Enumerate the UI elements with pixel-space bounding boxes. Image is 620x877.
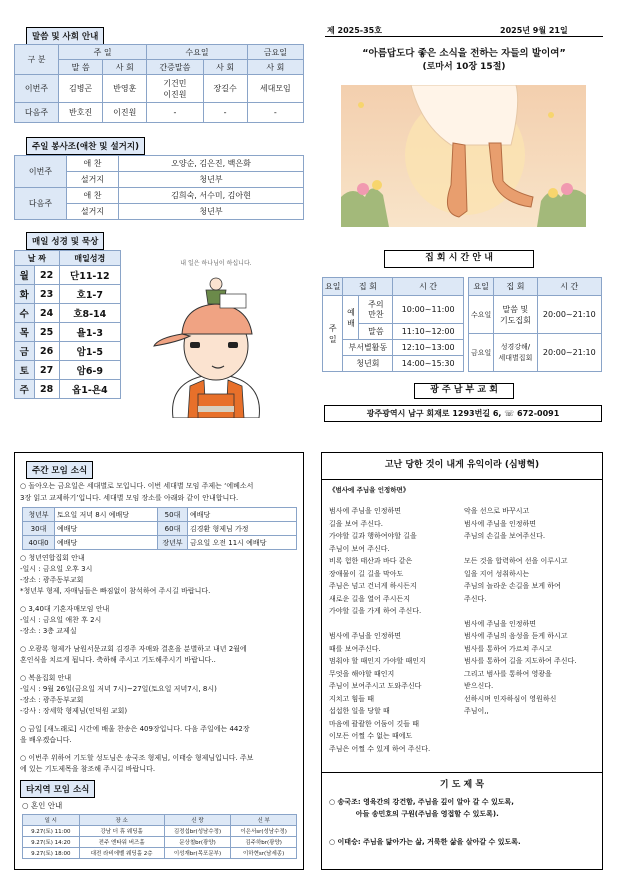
header-rule [325, 36, 603, 37]
poem-line: 가야할 길을 가게 하여 주신다. [329, 607, 422, 615]
poem-column-1 [329, 505, 430, 755]
th-meeting: 집 회 [494, 278, 537, 296]
cell: - [247, 103, 303, 123]
th-bride: 신 부 [231, 815, 297, 826]
cell: 설거지 [67, 204, 119, 220]
cell: 주의 만찬 [359, 296, 393, 324]
cell: 이진원 [103, 103, 147, 123]
poem-line: 가야할 길과 행하여야할 길을 [329, 532, 417, 540]
date: 26 [34, 342, 59, 361]
poem-line: 주님의 손길을 보여주신다. [464, 532, 546, 540]
poem-line: 악을 선으로 바꾸시고 [464, 507, 530, 515]
cell: 20:00~21:10 [537, 334, 601, 372]
reading: 옵1-욘4 [59, 380, 120, 399]
cell: 말씀 및 기도집회 [494, 296, 537, 334]
date: 27 [34, 361, 59, 380]
prayer-line: ○ 송국조: 영육간의 강건함, 주님을 깊이 알아 갈 수 있도록, [329, 798, 514, 806]
poem-line: 섭섭한 일을 당할 때 [329, 707, 390, 715]
poem-line: 지치고 힘들 때 [329, 694, 375, 703]
poem-subtitle: 《범사에 주님을 인정하면》 [329, 486, 410, 494]
poem-line: 장애물이 길 길을 막아도 [329, 569, 404, 578]
th-time: 시 간 [537, 278, 601, 296]
verse-reference: (로마서 10장 15절) [422, 62, 506, 72]
cell: 오양순, 김은진, 백은화 [119, 156, 304, 172]
prayer-2 [329, 836, 521, 848]
illustration-caption: 내 일은 하나님이 하십니다. [180, 260, 252, 267]
prayer-line: 아들 송민호의 구원(주님을 영접할 수 있도록). [329, 810, 499, 818]
row-label: 이번주 [15, 75, 59, 103]
cell: 20:00~21:10 [537, 296, 601, 334]
poem-line: 범사를 통하여 길을 지도하여 주신다. [464, 657, 577, 665]
item-line: -장소 : 3층 교제실 [20, 627, 77, 635]
date: 23 [34, 285, 59, 304]
item-line: -일시 : 금요일 애찬 후 2시 [20, 616, 102, 624]
th-day: 요일 [323, 278, 343, 296]
cell: 장년부 [158, 536, 188, 550]
illustration [128, 250, 304, 420]
item-line: 을 배우겠습니다. [20, 736, 72, 744]
cell: 12:10~13:00 [393, 340, 464, 356]
cell: 60대 [158, 522, 188, 536]
date: 28 [34, 380, 59, 399]
section-title-service: 주일 봉사조(애찬 및 설거지) [26, 137, 145, 155]
poem-title: 고난 당한 것이 내게 유익이라 (심병혁) [321, 452, 603, 480]
church-name: 광 주 남 부 교 회 [414, 383, 514, 399]
sunday-times-table [322, 277, 464, 372]
cell: 세대모임 [247, 75, 303, 103]
cell: 부서별활동 [343, 340, 393, 356]
poem-line: 새로운 길을 열어 주시든지 [329, 594, 411, 603]
poem-line: 이모든 어쩔 수 없는 때에도 [329, 732, 413, 740]
item-line: ○ 금일 [새노래로] 시간에 배울 찬송은 409장입니다. 다음 주일에는 442장 [20, 725, 250, 733]
cell: 이하현sr(남세종) [231, 848, 297, 859]
day: 월 [15, 266, 35, 285]
th-datetime: 일 시 [23, 815, 80, 826]
poem-line: 주신다. [464, 594, 487, 603]
cell: 예배당 [55, 536, 158, 550]
th-host: 사 회 [203, 60, 247, 75]
bible-table [14, 250, 121, 399]
cell: 10:00~11:00 [393, 296, 464, 324]
poem-line: 범사에 주님의 음성을 듣게 하시고 [464, 632, 568, 640]
section-title-bible: 매일 성경 및 묵상 [26, 232, 104, 250]
cell: 기건민 이진원 [147, 75, 203, 103]
cell: 금요일 오전 11시 예배당 [188, 536, 297, 550]
cell: 애 찬 [67, 156, 119, 172]
th-sunday: 주 일 [59, 45, 147, 60]
cell: - [203, 103, 247, 123]
poem-line: 받으신다. [464, 682, 494, 690]
date: 25 [34, 323, 59, 342]
row-label: 이번주 [15, 156, 67, 188]
item-line: *청년부 형제, 자매님들은 빠짐없이 참석하여 주시길 바랍니다. [20, 587, 211, 595]
day: 수 [15, 304, 35, 323]
cell: 성경강해/ 세대별집회 [494, 334, 537, 372]
poem-spacer [464, 605, 577, 618]
item-line: -일시 : 9월 26일(금요일 저녁 7시)~27일(토요일 저녁7시, 8시) [20, 685, 217, 693]
cell: 50대 [158, 508, 188, 522]
item-spacer [20, 746, 253, 753]
cell: 청년부 [119, 172, 304, 188]
item-spacer [20, 637, 253, 644]
poem-line: 선하시며 인자하심이 영원하신 [464, 694, 557, 703]
cell: 청년부 [119, 204, 304, 220]
cell: 수요일 [469, 296, 494, 334]
cell: 9.27(토) 11:00 [23, 826, 80, 837]
poem-column-2 [464, 505, 577, 718]
item-line: ○ 청년연합집회 안내 [20, 554, 85, 562]
cell: 설거지 [67, 172, 119, 188]
intro-line: ○ 돌아오는 금요일은 세대별로 모입니다. 이번 세대별 모임 주제는 ‘에베소서 [20, 482, 254, 490]
poem-line: 길을 보여 주신다. [329, 519, 384, 528]
sermon-table [14, 44, 304, 123]
cell: 전주 엔타워 버즈홀 [79, 837, 164, 848]
reading: 단11-12 [59, 266, 120, 285]
item-spacer [20, 717, 253, 724]
issue-number: 제 2025-35호 [327, 26, 382, 35]
weekday-times-table [468, 277, 602, 372]
cell: 이은서sr(성남수정) [231, 826, 297, 837]
cell: 강남 더 휴 웨딩홀 [79, 826, 164, 837]
th-category: 구 분 [15, 45, 59, 75]
issue-date: 2025년 9월 21일 [500, 26, 568, 35]
item-line: 에 있는 기도제목을 참조해 주시길 바랍니다. [20, 765, 156, 773]
day: 목 [15, 323, 35, 342]
poem-line: 주님이 보여주시고 도와주신다 [329, 682, 422, 690]
cell: 예배당 [188, 508, 297, 522]
cell: 30대 [23, 522, 55, 536]
cell: 애 찬 [67, 188, 119, 204]
weekly-intro [20, 480, 253, 504]
th-place: 장 소 [79, 815, 164, 826]
day: 주 [15, 380, 35, 399]
item-spacer [20, 597, 253, 604]
poem-line: 비록 험한 태산과 바다 같은 [329, 557, 413, 565]
meeting-times-title: 집 회 시 간 안 내 [384, 250, 534, 268]
th-host: 사 회 [247, 60, 303, 75]
th-testimony: 간증말씀 [147, 60, 203, 75]
poem-spacer [464, 543, 577, 556]
row-label: 다음주 [15, 188, 67, 220]
day: 금 [15, 342, 35, 361]
reading: 암1-5 [59, 342, 120, 361]
cell: 반영훈 [103, 75, 147, 103]
cell: 이성재br(목포문부) [164, 848, 231, 859]
cell: 대전 라비에벨 웨딩홀 2층 [79, 848, 164, 859]
sunday-label: 주 일 [323, 296, 343, 372]
item-line: ○ 3,40대 기혼자매모임 안내 [20, 605, 110, 613]
reading: 호8-14 [59, 304, 120, 323]
weekly-items [20, 553, 253, 775]
cell: - [147, 103, 203, 123]
poem-line: 모든 것을 합력하여 선을 이루시고 [464, 557, 568, 565]
cell: 말씀 [359, 324, 393, 340]
cell: 문상철br(광양) [164, 837, 231, 848]
section-title-weekly: 주간 모임 소식 [26, 461, 93, 479]
th-meeting: 집 회 [343, 278, 393, 296]
prayer-line: ○ 이태승: 주님을 닮아가는 삶, 거룩한 삶을 살아갈 수 있도록. [329, 838, 521, 846]
wedding-table [22, 814, 297, 859]
intro-line: 3장 읽고 교제하기’입니다. 세대별 모임 장소를 아래와 같이 안내합니다. [20, 494, 239, 502]
item-line: -일시 : 금요일 오후 3시 [20, 565, 93, 573]
th-sermon: 말 씀 [59, 60, 103, 75]
day: 화 [15, 285, 35, 304]
reading: 호1-7 [59, 285, 120, 304]
poem-line: 주님이 보여 주신다. [329, 544, 390, 553]
item-line: -장소 : 광주동부교회 [20, 576, 84, 584]
cell: 40대0 [23, 536, 55, 550]
cell: 청년부 [23, 508, 55, 522]
poem-line: 무엇을 해야할 때인지 [329, 669, 395, 678]
poem-line: 그리고 범사를 통하여 영광을 [464, 669, 552, 678]
cell: 금요일 [469, 334, 494, 372]
cell: 김희숙, 서수미, 김아현 [119, 188, 304, 204]
cell: 김주하br(광양) [231, 837, 297, 848]
section-title-sermon: 말씀 및 사회 안내 [26, 27, 104, 45]
poem-line: 범사를 통하여 가르쳐 주시고 [464, 644, 552, 653]
item-line: ○ 오광록 형제가 남원서문교회 김경주 자매와 결혼을 분별하고 내년 2월에 [20, 645, 247, 653]
poem-line: 주님의 놀라운 손길을 보게 하여 [464, 582, 561, 590]
prayer-title: 기 도 제 목 [439, 780, 485, 790]
day: 토 [15, 361, 35, 380]
church-address: 광주광역시 남구 회재로 1293번길 6, ☏ 672-0091 [324, 405, 602, 422]
cell: 반호진 [59, 103, 103, 123]
prayer-divider [321, 772, 603, 773]
poem-line: 범사에 주님을 인정하면 [329, 632, 402, 640]
prayer-1 [329, 796, 514, 820]
service-table [14, 155, 304, 220]
poem-line: 멈춰야 할 때인지 가야할 때인지 [329, 657, 426, 665]
poem-line: 일을 지어 성취하시는 [464, 569, 530, 578]
item-line: ○ 복음집회 안내 [20, 674, 72, 682]
cell: 11:10~12:00 [393, 324, 464, 340]
item-line: -강사 : 장세학 형제님(인덕원 교회) [20, 707, 128, 715]
poem-line: 범사에 주님을 인정하면 [464, 519, 537, 528]
reading: 암6-9 [59, 361, 120, 380]
th-wednesday: 수요일 [147, 45, 247, 60]
cell: 토요일 저녁 8시 예배당 [55, 508, 158, 522]
cell: 김병곤 [59, 75, 103, 103]
verse: “아름답도다 좋은 소식을 전하는 자들의 발이여” [362, 48, 566, 59]
cell: 예배당 [55, 522, 158, 536]
item-line: ○ 이번주 위하여 기도할 성도님은 송국조 형제님, 이태승 형제님입니다. 주보 [20, 754, 254, 762]
cell: 14:00~15:30 [393, 356, 464, 372]
wedding-title: ○ 혼인 안내 [22, 801, 63, 810]
cell: 김경환 형제님 가정 [188, 522, 297, 536]
item-spacer [20, 666, 253, 673]
poem-line: 범사에 주님을 인정하면 [464, 619, 537, 628]
th-friday: 금요일 [247, 45, 303, 60]
item-line: -장소 : 광주동부교회 [20, 696, 84, 704]
th-day: 요일 [469, 278, 494, 296]
date: 22 [34, 266, 59, 285]
worship-label: 예 배 [343, 296, 359, 340]
poem-line: 주님은 어쩔 수 있게 하여 주신다. [329, 744, 431, 753]
poem-line: 주님이,, [464, 707, 489, 715]
section-title-other-regions: 타지역 모임 소식 [20, 780, 95, 798]
cell: 9.27(토) 14:20 [23, 837, 80, 848]
th-reading: 매일성경 [59, 251, 120, 266]
cell: 9.27(토) 18:00 [23, 848, 80, 859]
item-line: 혼인식을 치르게 됩니다. 축하해 주시고 기도해주시기 바랍니다.. [20, 656, 216, 664]
person-with-cap-icon [128, 268, 304, 418]
poem-line: 마음에 괄괄한 어둠이 깃들 때 [329, 719, 420, 728]
poem-line: 때를 보여주신다. [329, 644, 381, 653]
cell: 장길수 [203, 75, 247, 103]
feet-picture [341, 85, 586, 227]
cell: 김정섭br(성남수정) [164, 826, 231, 837]
th-groom: 신 랑 [164, 815, 231, 826]
poem-spacer [329, 618, 430, 631]
th-host: 사 회 [103, 60, 147, 75]
poem-line: 주님은 넘고 건너게 하시든지 [329, 582, 417, 590]
poem-line: 범사에 주님을 인정하면 [329, 507, 402, 515]
row-label: 다음주 [15, 103, 59, 123]
generation-table [22, 507, 297, 550]
cell: 청년회 [343, 356, 393, 372]
reading: 욜1-3 [59, 323, 120, 342]
th-time: 시 간 [393, 278, 464, 296]
date: 24 [34, 304, 59, 323]
th-date: 날 짜 [15, 251, 60, 266]
